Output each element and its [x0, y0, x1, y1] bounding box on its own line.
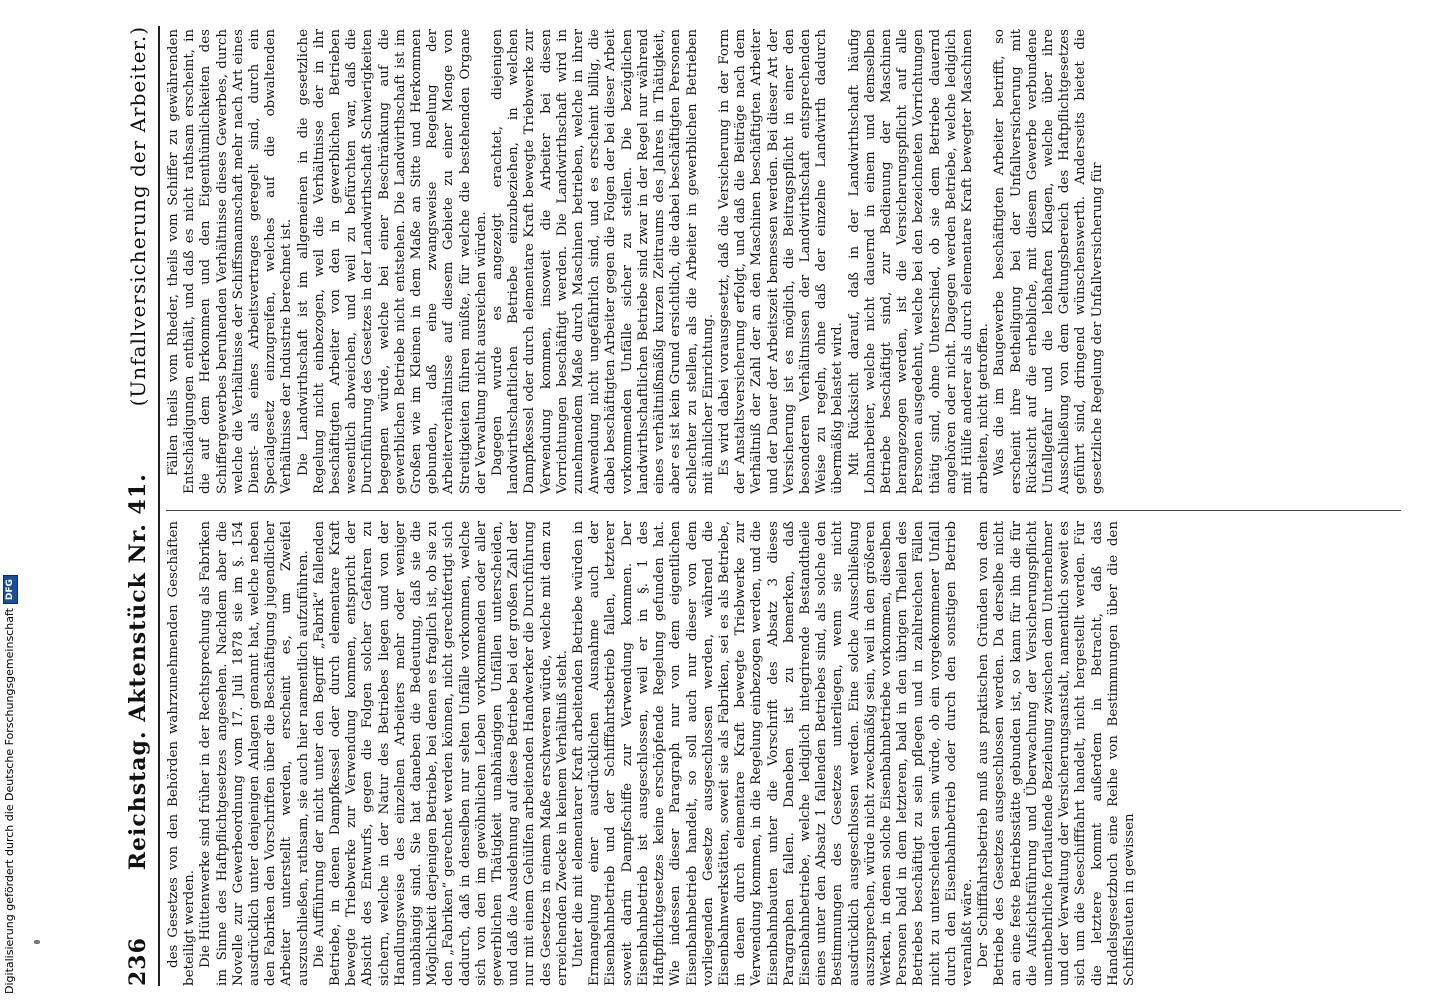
column-divider — [166, 510, 1401, 511]
paragraph: des Gesetzes von den Behörden wahrzunehmenden Geschäften beteiligt werden. — [166, 521, 198, 986]
paragraph: Es wird dabei vorausgesetzt, daß die Versicherung in der Form der Anstaltsversicherung erfolgt, und daß die Beiträge nach dem Verhältniß der Zahl der an den Maschinen beschäftigten Arbeiter und der Dauer der Arbeitszeit bemessen werden. Bei dieser Art der Versicherung ist es möglich, die Beitragspflicht in einer den besonderen Verhältnissen der Landwirthschaft entsprechenden Weise zu regeln, ohne daß der einzelne Landwirth dadurch übermäßig belastet wird. — [716, 29, 846, 494]
left-column — [166, 521, 1401, 986]
dfg-logo: DFG — [3, 575, 18, 604]
right-column — [166, 29, 1401, 494]
paragraph: Dagegen wurde es angezeigt erachtet, diejenigen landwirthschaftlichen Betriebe einzubeziehen, in welchen Dampfkessel oder durch elementare Kraft bewegte Triebwerke zur Verwendung kommen, insoweit die Arbeiter bei diesen Vorrichtungen beschäftigt werden. Die Landwirthschaft wird in zunehmendem Maße durch Maschinen betrieben, welche in ihrer Anwendung nicht ungefährlich sind, und es erscheint billig, die dabei beschäftigten Arbeiter gegen die Folgen der bei dieser Arbeit vorkommenden Unfälle sicher zu stellen. Die bezüglichen landwirthschaftlichen Betriebe sind zwar in der Regel nur während eines verhältnißmäßig kurzen Zeitraums des Jahres in Thätigkeit, aber es ist kein Grund ersichtlich, die dabei beschäftigten Personen schlechter zu stellen, als die Arbeiter in gewerblichen Betrieben mit ähnlicher Einrichtung. — [490, 29, 716, 494]
paragraph: Die Hüttenwerke sind früher in der Rechtsprechung als Fabriken im Sinne des Haftpflichtgesetzes angesehen. Nachdem aber die Novelle zur Gewerbeordnung vom 17. Juli 1878 sie im §. 154 ausdrücklich unter denjenigen Anlagen genannt hat, welche neben den Fabriken den Vorschriften über die Beschäftigung jugendlicher Arbeiter unterstellt werden, erscheint es, um Zweifel auszuschließen, rathsam, sie auch hier namentlich aufzuführen. — [198, 521, 311, 986]
paragraph: Der Schifffahrtsbetrieb muß aus praktischen Gründen von dem Betriebe des Gesetzes ausgeschlossen werden. Da derselbe nicht an eine feste Betriebsstätte gebunden ist, so kann für ihn die für die Aufsichtsführung und Überwachung der Versicherungspflicht unentbehrliche fortlaufende Beziehung zwischen dem Unternehmer und der Verwaltung der Versicherungsanstalt, namentlich soweit es sich um die Seeschifffahrt handelt, nicht hergestellt werden. Für die letztere kommt außerdem in Betracht, daß das Handelsgesetzbuch eine Reihe von Bestimmungen über die den Schiffsleuten in gewissen — [976, 521, 1137, 986]
document-page — [18, 0, 1418, 1000]
paragraph: Was die im Baugewerbe beschäftigten Arbeiter betrifft, so erscheint ihre Betheiligung bei der Unfallversicherung mit Rücksicht auf die erhebliche, mit diesem Gewerbe verbundene Unfallgefahr und die lebhaften Klagen, welche über ihre Ausschließung von dem Geltungsbereich des Haftpflichtgesetzes geführt sind, dringend wünschenswerth. Anderseits bietet die gesetzliche Regelung der Unfallversicherung für — [992, 29, 1105, 494]
paragraph: Fällen theils vom Rheder, theils vom Schiffer zu gewährenden Entschädigungen enthält, und daß es nicht rathsam erscheint, in die auf dem Herkommen und den Eigenthümlichkeiten des Schiffergewerbes beruhenden Verhältnisse dieses Gewerbes, durch welche die Verhältnisse der Schiffsmannschaft mehr nach Art eines Dienst- als eines Arbeitsvertrages geregelt sind, durch ein Specialgesetz einzugreifen, welches auf die obwaltenden Verhältnisse der Industrie berechnet ist. — [166, 29, 295, 494]
funding-footer — [2, 574, 18, 994]
funding-text: Digitalisierung gefördert durch die Deutsche Forschungsgemeinschaft — [3, 608, 16, 994]
section-title: (Unfallversicherung der Arbeiter.) — [126, 26, 150, 407]
page-header — [118, 26, 158, 986]
page-title: Reichstag. Aktenstück Nr. 41. — [125, 473, 151, 871]
page-number: 236 — [125, 937, 151, 986]
header-rule — [158, 26, 160, 986]
paragraph: Die Aufführung der nicht unter den Begriff „Fabrik“ fallenden Betriebe, in denen Dampfkessel oder durch elementare Kraft bewegte Triebwerke zur Verwendung kommen, entspricht der Absicht des Entwurfs, gegen die Folgen solcher Gefahren zu sichern, welche in der Natur des Betriebes liegen und von der Handlungsweise des einzelnen Arbeiters mehr oder weniger unabhängig sind. Sie hat daneben die Bedeutung, daß sie die Möglichkeit derjenigen Betriebe, bei denen es fraglich ist, ob sie zu den „Fabriken“ gerechnet werden können, nicht gerechtfertigt sich dadurch, daß in denselben nur selten Unfälle vorkommen, welche sich von den im gewöhnlichen Leben vorkommenden oder aller gewerblichen Thätigkeit unabhängigen Unfällen unterscheiden, und daß die Ausdehnung auf diese Betriebe bei der großen Zahl der nur mit einem Gehülfen arbeitenden Handwerker die Durchführung des Gesetzes in einem Maße erschweren würde, welche mit dem zu erreichenden Zwecke in keinem Verhältniß steht. — [311, 521, 570, 986]
funding-note — [2, 574, 18, 994]
paragraph: Unter die mit elementarer Kraft arbeitenden Betriebe würden in Ermangelung einer ausdrücklichen Ausnahme auch der Eisenbahnbetrieb und der Schifffahrtsbetrieb fallen, letzterer soweit darin Dampfschiffe zur Verwendung kommen. Der Eisenbahnbetrieb ist ausgeschlossen, weil er in §. 1 des Haftpflichtgesetzes keine erschöpfende Regelung gefunden hat. Wie indessen dieser Paragraph nur von dem eigentlichen Eisenbahnbetrieb handelt, so soll auch nur dieser von dem vorliegenden Gesetze ausgeschlossen werden, während die Eisenbahnwerkstätten, soweit sie als Fabriken, sei es als Betriebe, in denen durch elementare Kraft bewegte Triebwerke zur Verwendung kommen, in die Regelung einbezogen werden, und die Eisenbahnbauten unter die Vorschrift des Absatz 3 dieses Paragraphen fallen. Daneben ist zu bemerken, daß Eisenbahnbetriebe, welche lediglich integrirende Bestandtheile eines unter den Absatz 1 fallenden Betriebes sind, als solche den Bestimmungen des Gesetzes unterliegen, wenn sie nicht ausdrücklich ausgeschlossen werden. Eine solche Ausschließung auszusprechen, würde nicht zweckmäßig sein, weil in den größeren Werken, in denen solche Eisenbahnbetriebe vorkommen, dieselben Personen bald in dem letzteren, bald in den übrigen Theilen des Betriebes beschäftigt zu sein pflegen und in zahlreichen Fällen nicht zu unterscheiden sein würde, ob ein vorgekommener Unfall durch den Eisenbahnbetrieb oder durch den sonstigen Betrieb veranlaßt wäre. — [571, 521, 975, 986]
paragraph: Die Landwirthschaft ist im allgemeinen in die gesetzliche Regelung nicht einbezogen, weil die Verhältnisse der in ihr beschäftigten Arbeiter von den in gewerblichen Betrieben wesentlich abweichen, und weil zu befürchten war, daß die Durchführung des Gesetzes in der Landwirthschaft Schwierigkeiten begegnen würde, welche bei einer Beschränkung auf die gewerblichen Betriebe nicht entstehen. Die Landwirthschaft ist im Großen wie im Kleinen in dem Maße an Sitte und Herkommen gebunden, daß eine zwangsweise Regelung der Arbeiterverhältnisse auf diesem Gebiete zu einer Menge von Streitigkeiten führen müßte, für welche die bestehenden Organe der Verwaltung nicht ausreichen würden. — [295, 29, 489, 494]
paragraph: Mit Rücksicht darauf, daß in der Landwirthschaft häufig Lohnarbeiter, welche nicht dauernd in einem und demselben Betriebe beschäftigt sind, zur Bedienung der Maschinen herangezogen werden, ist die Versicherungspflicht auf alle Personen ausgedehnt, welche bei den bezeichneten Vorrichtungen thätig sind, ohne Unterschied, ob sie dem Betriebe dauernd angehören oder nicht. Dagegen werden Betriebe, welche lediglich mit Hülfe anderer als durch elementare Kraft bewegter Maschinen arbeiten, nicht getroffen. — [846, 29, 992, 494]
scan-mark — [34, 940, 40, 944]
